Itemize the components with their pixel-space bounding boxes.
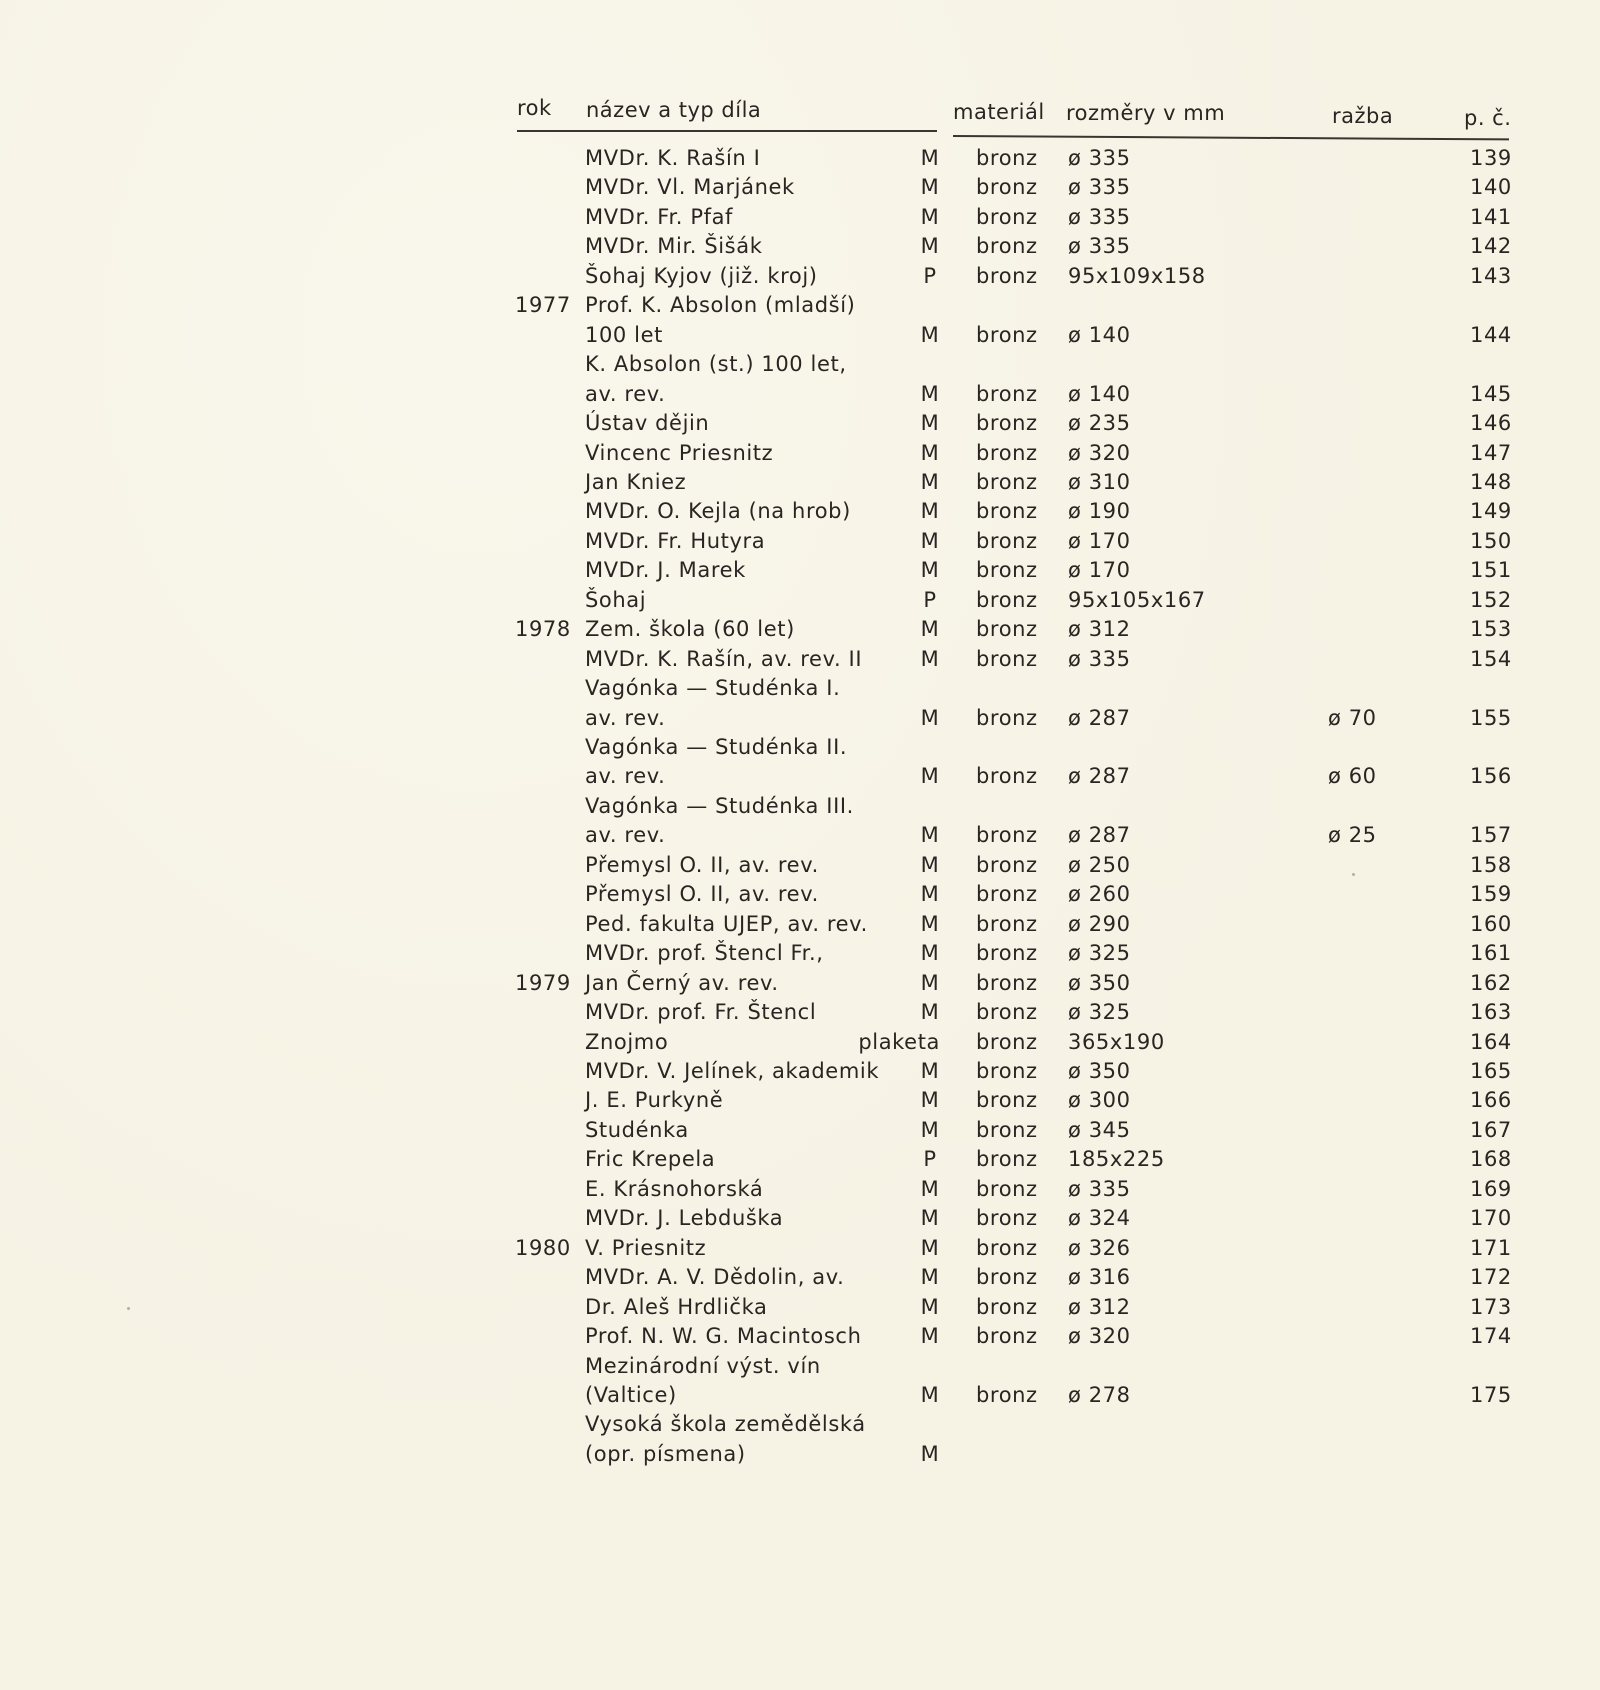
table-row [0, 382, 1600, 410]
row-dimensions: ø 250 [1068, 852, 1131, 877]
row-dimensions: ø 287 [1068, 764, 1131, 789]
row-year: 1977 [515, 293, 571, 318]
row-number: 169 [1470, 1176, 1512, 1201]
table-row [0, 971, 1600, 999]
row-razba: ø 70 [1328, 705, 1377, 730]
row-material: bronz [976, 1117, 1038, 1142]
row-material: bronz [976, 234, 1038, 259]
row-dimensions: ø 325 [1068, 941, 1131, 966]
table-row [0, 1059, 1600, 1087]
row-name: Jan Kniez [585, 469, 687, 494]
row-number: 172 [1470, 1265, 1512, 1290]
row-name: av. rev. [585, 381, 666, 406]
table-row [0, 647, 1600, 675]
row-material: bronz [976, 911, 1038, 936]
table-row [0, 941, 1600, 969]
row-material: bronz [976, 705, 1038, 730]
row-name: MVDr. Fr. Pfaf [585, 204, 734, 229]
row-dimensions: ø 290 [1068, 911, 1131, 936]
row-material: bronz [976, 1235, 1038, 1260]
row-year: 1979 [515, 970, 571, 995]
row-name: MVDr. A. V. Dědolin, av. [585, 1265, 845, 1290]
row-name: Vagónka — Studénka II. [585, 735, 848, 759]
row-type: M [920, 146, 940, 170]
row-dimensions: ø 325 [1068, 1000, 1131, 1024]
row-dimensions: ø 324 [1068, 1206, 1131, 1231]
row-material: bronz [976, 1147, 1038, 1172]
row-name: MVDr. J. Lebduška [585, 1206, 784, 1231]
table-row [0, 175, 1600, 203]
row-material: bronz [976, 558, 1038, 583]
row-dimensions: ø 170 [1068, 528, 1131, 553]
row-number: 152 [1470, 587, 1512, 612]
row-number: 142 [1470, 234, 1512, 259]
row-razba: ø 60 [1328, 764, 1377, 789]
row-number: 158 [1470, 852, 1512, 877]
row-name: MVDr. Mir. Šišák [585, 234, 763, 259]
row-dimensions: ø 320 [1068, 1324, 1131, 1348]
row-name: MVDr. prof. Štencl Fr., [585, 941, 824, 966]
row-material: bronz [976, 1176, 1038, 1201]
row-dimensions: ø 312 [1068, 1294, 1131, 1319]
row-dimensions: ø 260 [1068, 882, 1131, 907]
table-row [0, 676, 1600, 704]
row-material: bronz [976, 882, 1038, 907]
row-type: M [920, 764, 940, 789]
row-number: 149 [1470, 499, 1512, 524]
row-type: M [920, 1058, 940, 1083]
row-type: M [920, 1382, 940, 1407]
row-number: 164 [1470, 1029, 1512, 1054]
row-name: Prof. N. W. G. Macintosch [585, 1324, 862, 1348]
row-number: 160 [1470, 911, 1512, 936]
row-type: M [920, 911, 940, 936]
row-dimensions: ø 335 [1068, 1176, 1131, 1201]
row-material: bronz [976, 204, 1038, 229]
row-type: M [920, 617, 940, 642]
row-material: bronz [976, 1000, 1038, 1024]
row-number: 165 [1470, 1058, 1512, 1083]
row-material: bronz [976, 1029, 1038, 1054]
row-material: bronz [976, 823, 1038, 848]
row-material: bronz [976, 528, 1038, 553]
row-type: M [920, 1235, 940, 1260]
row-name: MVDr. O. Kejla (na hrob) [585, 499, 851, 524]
paper-speck [127, 1307, 130, 1310]
row-dimensions: ø 345 [1068, 1117, 1131, 1142]
table-row [0, 499, 1600, 527]
row-name: Přemysl O. II, av. rev. [585, 852, 819, 877]
table-row [0, 588, 1600, 616]
row-dimensions: ø 235 [1068, 411, 1131, 436]
table-row [0, 912, 1600, 940]
header-pc: p. č. [1464, 106, 1512, 130]
table-row [0, 1236, 1600, 1264]
row-number: 151 [1470, 558, 1512, 583]
row-dimensions: ø 140 [1068, 322, 1131, 347]
row-name: Šohaj [585, 587, 647, 612]
row-number: 144 [1470, 322, 1512, 347]
row-number: 146 [1470, 411, 1512, 436]
row-type: M [920, 381, 940, 406]
table-row [0, 823, 1600, 851]
row-name: Prof. K. Absolon (mladší) [585, 293, 856, 318]
row-name: MVDr. J. Marek [585, 558, 746, 583]
row-name: Fric Krepela [585, 1147, 716, 1172]
table-row [0, 411, 1600, 439]
row-name: Zem. škola (60 let) [585, 617, 795, 642]
table-row [0, 882, 1600, 910]
row-name: V. Priesnitz [585, 1235, 707, 1260]
table-row [0, 323, 1600, 351]
row-type: M [920, 558, 940, 583]
row-material: bronz [976, 1324, 1038, 1348]
row-number: 166 [1470, 1088, 1512, 1113]
row-type: M [920, 823, 940, 848]
table-row [0, 853, 1600, 881]
row-dimensions: ø 335 [1068, 646, 1131, 671]
row-material: bronz [976, 764, 1038, 789]
row-number: 157 [1470, 823, 1512, 848]
table-row [0, 1295, 1600, 1323]
table-row [0, 264, 1600, 292]
row-name: K. Absolon (st.) 100 let, [585, 352, 847, 377]
row-material: bronz [976, 146, 1038, 170]
row-type: M [920, 970, 940, 995]
table-row [0, 1354, 1600, 1382]
row-number: 173 [1470, 1294, 1512, 1319]
table-row [0, 1265, 1600, 1293]
row-year: 1978 [515, 617, 571, 642]
row-number: 145 [1470, 381, 1512, 406]
row-name: (opr. písmena) [585, 1441, 746, 1466]
table-row [0, 764, 1600, 792]
row-name: 100 let [585, 322, 663, 347]
row-name: Šohaj Kyjov (již. kroj) [585, 263, 818, 288]
row-name: Dr. Aleš Hrdlička [585, 1294, 768, 1319]
row-type: M [920, 1265, 940, 1290]
paper-speck [1352, 873, 1355, 876]
row-dimensions: ø 287 [1068, 705, 1131, 730]
row-material: bronz [976, 1294, 1038, 1319]
table-row [0, 1412, 1600, 1440]
row-name: MVDr. V. Jelínek, akademik [585, 1058, 880, 1083]
table-row [0, 706, 1600, 734]
row-number: 141 [1470, 204, 1512, 229]
row-number: 139 [1470, 146, 1512, 170]
row-dimensions: 95x109x158 [1068, 263, 1206, 288]
row-type: M [920, 1000, 940, 1024]
table-row [0, 470, 1600, 498]
row-material: bronz [976, 587, 1038, 612]
row-material: bronz [976, 852, 1038, 877]
row-material: bronz [976, 499, 1038, 524]
row-type: M [920, 499, 940, 524]
row-number: 161 [1470, 941, 1512, 966]
row-name: Znojmo [585, 1029, 669, 1054]
row-number: 156 [1470, 764, 1512, 789]
row-name: Ústav dějin [585, 411, 710, 436]
table-row [0, 1030, 1600, 1058]
row-type: M [920, 1206, 940, 1231]
row-type: M [920, 234, 940, 259]
row-name: MVDr. K. Rašín I [585, 146, 761, 170]
table-row [0, 558, 1600, 586]
table-row [0, 234, 1600, 262]
row-material: bronz [976, 617, 1038, 642]
row-number: 175 [1470, 1382, 1512, 1407]
row-dimensions: ø 335 [1068, 175, 1131, 200]
row-type: M [920, 705, 940, 730]
table-row [0, 735, 1600, 763]
row-name: Ped. fakulta UJEP, av. rev. [585, 911, 868, 936]
table-row [0, 1088, 1600, 1116]
row-material: bronz [976, 175, 1038, 200]
table-row [0, 205, 1600, 233]
row-name: J. E. Purkyně [585, 1088, 724, 1113]
row-number: 143 [1470, 263, 1512, 288]
row-number: 171 [1470, 1235, 1512, 1260]
row-dimensions: ø 278 [1068, 1382, 1131, 1407]
row-type: M [920, 1441, 940, 1466]
table-row [0, 1147, 1600, 1175]
row-type: M [920, 175, 940, 200]
row-dimensions: ø 140 [1068, 381, 1131, 406]
row-type: M [920, 1176, 940, 1201]
table-row [0, 1442, 1600, 1470]
row-number: 147 [1470, 440, 1512, 465]
row-year: 1980 [515, 1235, 571, 1260]
table-row [0, 146, 1600, 174]
row-type: M [920, 1117, 940, 1142]
row-dimensions: ø 312 [1068, 617, 1131, 642]
table-row [0, 529, 1600, 557]
table-row [0, 1177, 1600, 1205]
row-dimensions: ø 190 [1068, 499, 1131, 524]
row-number: 170 [1470, 1206, 1512, 1231]
row-name: Přemysl O. II, av. rev. [585, 882, 819, 907]
row-material: bronz [976, 941, 1038, 966]
row-material: bronz [976, 322, 1038, 347]
row-material: bronz [976, 263, 1038, 288]
row-dimensions: 365x190 [1068, 1029, 1165, 1054]
row-number: 167 [1470, 1117, 1512, 1142]
row-name: av. rev. [585, 705, 666, 730]
row-name: MVDr. Vl. Marjánek [585, 175, 795, 200]
row-material: bronz [976, 411, 1038, 436]
row-dimensions: ø 316 [1068, 1265, 1131, 1290]
header-razba: ražba [1332, 104, 1394, 128]
row-dimensions: ø 170 [1068, 558, 1131, 583]
row-material: bronz [976, 1206, 1038, 1231]
row-type: M [920, 469, 940, 494]
row-number: 159 [1470, 882, 1512, 907]
row-dimensions: ø 287 [1068, 823, 1131, 848]
row-dimensions: ø 300 [1068, 1088, 1131, 1113]
row-number: 154 [1470, 646, 1512, 671]
row-dimensions: ø 350 [1068, 970, 1131, 995]
row-name: MVDr. prof. Fr. Štencl [585, 1000, 817, 1024]
row-type: plaketa [858, 1029, 940, 1054]
row-number: 153 [1470, 617, 1512, 642]
row-dimensions: 185x225 [1068, 1147, 1165, 1172]
row-name: Studénka [585, 1117, 689, 1142]
row-material: bronz [976, 381, 1038, 406]
row-type: M [920, 1088, 940, 1113]
row-dimensions: 95x105x167 [1068, 587, 1206, 612]
row-name: MVDr. K. Rašín, av. rev. II [585, 646, 863, 671]
row-dimensions: ø 310 [1068, 469, 1131, 494]
row-dimensions: ø 335 [1068, 146, 1131, 170]
row-name: Vincenc Priesnitz [585, 440, 774, 465]
row-name: av. rev. [585, 764, 666, 789]
table-row [0, 1000, 1600, 1028]
header-nazev: název a typ díla [586, 98, 762, 122]
header-material: materiál [953, 100, 1045, 124]
table-row [0, 1206, 1600, 1234]
row-name: Mezinárodní výst. vín [585, 1353, 821, 1378]
row-dimensions: ø 320 [1068, 440, 1131, 465]
row-type: P [923, 263, 937, 288]
row-name: Vagónka — Studénka III. [585, 793, 854, 818]
row-number: 155 [1470, 705, 1512, 730]
table-row [0, 441, 1600, 469]
row-type: M [920, 852, 940, 877]
table-row [0, 794, 1600, 822]
table-row [0, 1383, 1600, 1411]
row-type: M [920, 941, 940, 966]
row-material: bronz [976, 1382, 1038, 1407]
row-type: P [923, 587, 937, 612]
row-name: av. rev. [585, 823, 666, 848]
row-number: 148 [1470, 469, 1512, 494]
row-number: 162 [1470, 970, 1512, 995]
row-name: Vagónka — Studénka I. [585, 676, 841, 701]
row-number: 163 [1470, 1000, 1512, 1024]
row-type: M [920, 1324, 940, 1348]
row-name: MVDr. Fr. Hutyra [585, 528, 766, 553]
row-type: M [920, 882, 940, 907]
row-number: 174 [1470, 1324, 1512, 1348]
row-type: P [923, 1147, 937, 1172]
table-row [0, 617, 1600, 645]
row-number: 168 [1470, 1147, 1512, 1172]
row-material: bronz [976, 469, 1038, 494]
row-material: bronz [976, 646, 1038, 671]
row-number: 140 [1470, 175, 1512, 200]
header-rozmery: rozměry v mm [1066, 101, 1226, 125]
row-type: M [920, 1294, 940, 1319]
row-dimensions: ø 326 [1068, 1235, 1131, 1260]
table-row [0, 1118, 1600, 1146]
row-razba: ø 25 [1328, 823, 1377, 848]
row-type: M [920, 322, 940, 347]
row-type: M [920, 411, 940, 436]
row-dimensions: ø 335 [1068, 204, 1131, 229]
header-rok: rok [517, 96, 552, 120]
row-material: bronz [976, 1058, 1038, 1083]
row-dimensions: ø 335 [1068, 234, 1131, 259]
row-type: M [920, 528, 940, 553]
row-type: M [920, 204, 940, 229]
row-name: Jan Černý av. rev. [585, 970, 779, 995]
row-dimensions: ø 350 [1068, 1058, 1131, 1083]
table-row [0, 293, 1600, 321]
row-type: M [920, 646, 940, 671]
row-material: bronz [976, 1088, 1038, 1113]
row-material: bronz [976, 440, 1038, 465]
row-name: (Valtice) [585, 1382, 677, 1407]
row-number: 150 [1470, 528, 1512, 553]
row-material: bronz [976, 1265, 1038, 1290]
row-name: Vysoká škola zemědělská [585, 1412, 866, 1437]
table-row [0, 1324, 1600, 1352]
table-row [0, 352, 1600, 380]
row-material: bronz [976, 970, 1038, 995]
row-type: M [920, 440, 940, 465]
row-name: E. Krásnohorská [585, 1176, 764, 1201]
